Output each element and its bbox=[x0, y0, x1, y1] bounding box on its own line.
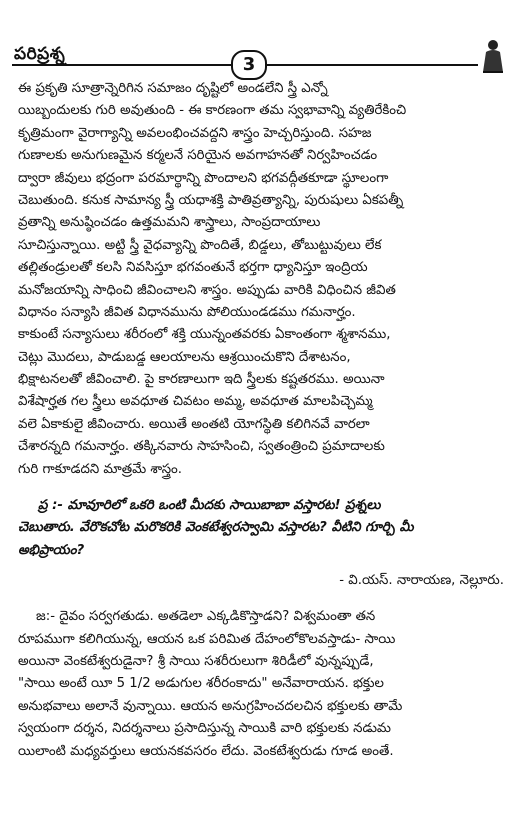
body-text-line: విధానం సన్యాసి జీవిత విధానమును పోలియుండడము గమనార్హం. bbox=[18, 304, 356, 320]
body-text-line: వ్రతాన్ని అనుష్ఠించడం ఉత్తమమని శాస్త్రాలు, సాంప్రదాయాలు bbox=[18, 215, 321, 231]
page-header bbox=[0, 0, 520, 78]
body-text-line: గురి గాకూడదని మాత్రమే శాస్త్రం. bbox=[18, 461, 183, 477]
question-text-line: అభిప్రాయం? bbox=[18, 542, 85, 558]
answer-text-line: యిలాంటి మధ్యవర్తులు ఆయనకవసరం లేదు. వెంకటేశ్వరుడు గూడ అంతే. bbox=[18, 743, 394, 759]
body-text-line: వలె ఏకాకులై జీవించారు. అయితే అంతటి యోగస్థితి కలిగినవే వారలా bbox=[18, 416, 370, 432]
body-text-line: తల్లితండ్రులతో కలసి నివసిస్తూ భగవంతునే భర్తగా ధ్యానిస్తూ ఇంద్రియ bbox=[18, 260, 368, 276]
body-text-line: విశేషార్హత గల స్త్రీలు అవధూత చివటం అమ్మ, అవధూత మాలపిచ్చెమ్మ bbox=[18, 394, 373, 410]
question-block bbox=[18, 495, 504, 562]
answer-text-line: "సాయి అంటే యీ 5 1/2 అడుగుల శరీరంకాదు" అనేవారాయన. భక్తుల bbox=[18, 676, 384, 692]
body-text-line: కృత్రిమంగా వైరాగ్యాన్ని అవలంభించవద్దని శాస్త్రం హెచ్చరిస్తుంది. సహజ bbox=[18, 125, 372, 141]
answer-block bbox=[18, 606, 504, 763]
page-number: 3 bbox=[231, 50, 267, 80]
answer-text-line: అయినా వెంకటేశ్వరుడైనా? శ్రీ సాయి సశరీరులుగా శిరిడీలో వున్నప్పుడే, bbox=[18, 653, 374, 669]
body-text-line: భిక్షాటనలతో జీవించాలి. పై కారణాలుగా ఇది స్త్రీలకు కష్టతరము. అయినా bbox=[18, 372, 385, 388]
body-text-line: కాకుంటే సన్యాసులు శరీరంలో శక్తి యున్నంతవరకు ఏకాంతంగా శ్మశానము, bbox=[18, 327, 391, 343]
body-text-line: ఈ ప్రకృతి సూత్రాన్నెరిగిన సమాజం దృష్టిలో అండలేని స్త్రీ ఎన్నో bbox=[18, 81, 328, 96]
body-paragraph bbox=[18, 78, 504, 481]
answer-text-line: స్వయంగా దర్శన, నిదర్శనాలు ప్రసాదిస్తున్న సాయికి వారి భక్తులకు నడుమ bbox=[18, 721, 392, 737]
body-text-line: ద్వారా జీవులు భద్రంగా పరమార్థాన్ని పొందాలని భగవద్గీతకూడా స్థూలంగా bbox=[18, 170, 389, 186]
body-text-line: చెట్లు మొదలు, పాడుబడ్డ ఆలయాలను ఆశ్రయించుకొని దేశాటనం, bbox=[18, 349, 351, 365]
answer-text-line: అనుభవాలు అలానే వున్నాయి. ఆయన అనుగ్రహించదలచిన భక్తులకు తామే bbox=[18, 698, 403, 714]
running-title: పరిప్రశ్న bbox=[14, 44, 66, 64]
page-body bbox=[18, 78, 504, 763]
sai-baba-figure-icon bbox=[478, 38, 508, 74]
body-text-line: సూచిస్తున్నాయి. అట్టి స్త్రీ వైధవ్యాన్ని పొందితే, బిడ్డలు, తోబుట్టువులు లేక bbox=[18, 237, 382, 253]
questioner-signature: - వి.యస్. నారాయణ, నెల్లూరు. bbox=[339, 573, 504, 589]
body-text-line: యిబ్బందులకు గురి అవుతుంది - ఈ కారణంగా తమ స్వభావాన్ని వ్యతిరేకించి bbox=[18, 103, 407, 119]
body-text-line: మనోజయాన్ని సాధించి జీవించాలని శాస్త్రం. అప్పుడు వారికి విధించిన జీవిత bbox=[18, 282, 396, 298]
body-text-line: గుణాలకు అనుగుణమైన కర్మలనే సరియైన అవగాహనతో నిర్వహించడం bbox=[18, 148, 378, 164]
answer-text-line: జ:- దైవం సర్వగతుడు. అతడెలా ఎక్కడికొస్తాడని? విశ్వమంతా తన bbox=[36, 609, 376, 625]
body-text-line: చెబుతుంది. కనుక సామాన్య స్త్రీ యధాశక్తి పాతివ్రత్యాన్ని, పురుషులు ఏకపత్నీ bbox=[18, 192, 404, 208]
question-text-line: చెబుతారు. వేరొకచోట మరొకరికి వెంకటేశ్వరస్వామి వస్తారట? వీటిని గూర్చి మీ bbox=[18, 520, 414, 536]
body-text-line: చేశారన్నది గమనార్హం. తక్కినవారు సాహసించి, స్వతంత్రించి ప్రమాదాలకు bbox=[18, 439, 385, 455]
answer-text-line: రూపముగా కలిగియున్న, ఆయన ఒక పరిమిత దేహంలోకొలవస్తాడు- సాయి bbox=[18, 631, 396, 647]
question-text-line: ప్ర :- మావూరిలో ఒకరి ఒంటి మీదకు సాయిబాబా వస్తారట! ప్రశ్నలు bbox=[38, 498, 381, 514]
